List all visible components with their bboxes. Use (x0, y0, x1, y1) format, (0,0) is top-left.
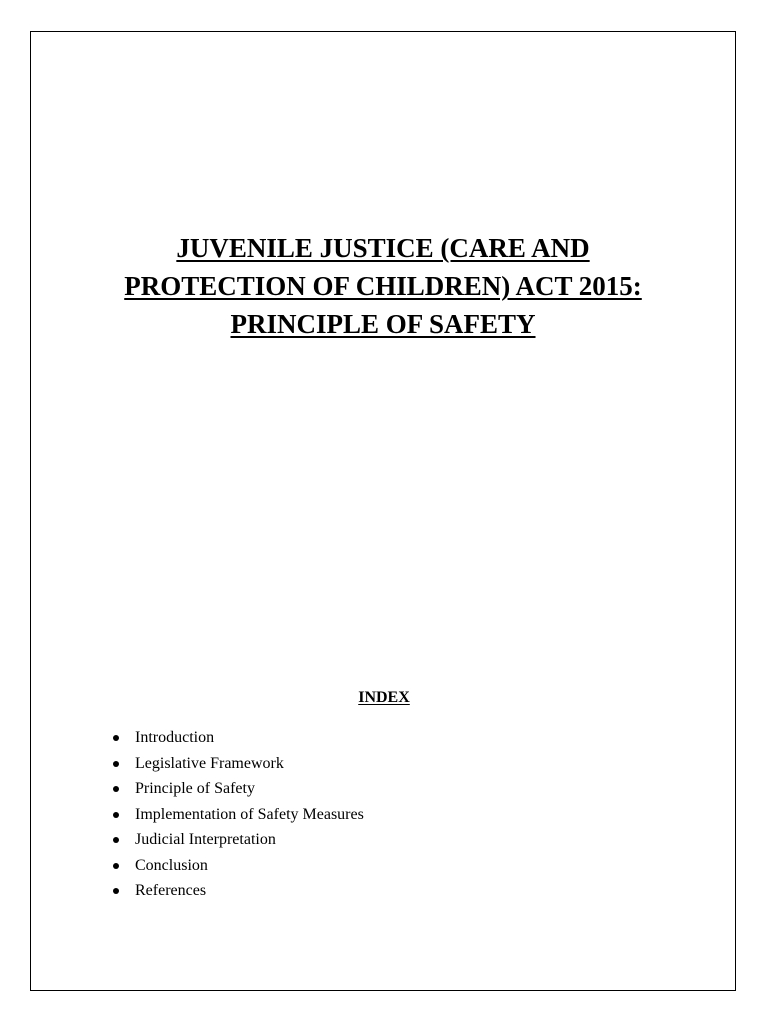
index-item-principle-of-safety (110, 776, 364, 802)
bullet-icon (113, 761, 119, 767)
bullet-icon (113, 837, 119, 843)
bullet-icon (113, 812, 119, 818)
index-heading: INDEX (358, 689, 410, 706)
title-line: PRINCIPLE OF SAFETY (230, 309, 536, 339)
bullet-icon (113, 888, 119, 894)
title-line: PROTECTION OF CHILDREN) ACT 2015: (124, 271, 642, 301)
index-list (110, 725, 364, 904)
index-item-implementation (110, 802, 364, 828)
title-line: JUVENILE JUSTICE (CARE AND (176, 233, 590, 263)
index-item-label: Legislative Framework (135, 754, 284, 772)
index-item-label: Judicial Interpretation (135, 831, 276, 848)
bullet-icon (113, 863, 119, 869)
index-item-references (110, 878, 364, 904)
index-item-legislative-framework (110, 751, 364, 777)
index-item-label: References (135, 882, 207, 899)
bullet-icon (113, 735, 119, 741)
index-item-label: Principle of Safety (135, 780, 255, 797)
bullet-icon (113, 786, 119, 792)
index-item-label: Implementation of Safety Measures (135, 805, 364, 823)
index-item-introduction (110, 725, 364, 751)
index-item-judicial-interpretation (110, 827, 364, 853)
index-item-conclusion (110, 853, 364, 879)
index-item-label: Introduction (135, 729, 215, 746)
index-item-label: Conclusion (135, 856, 208, 874)
document-title (60, 229, 706, 343)
